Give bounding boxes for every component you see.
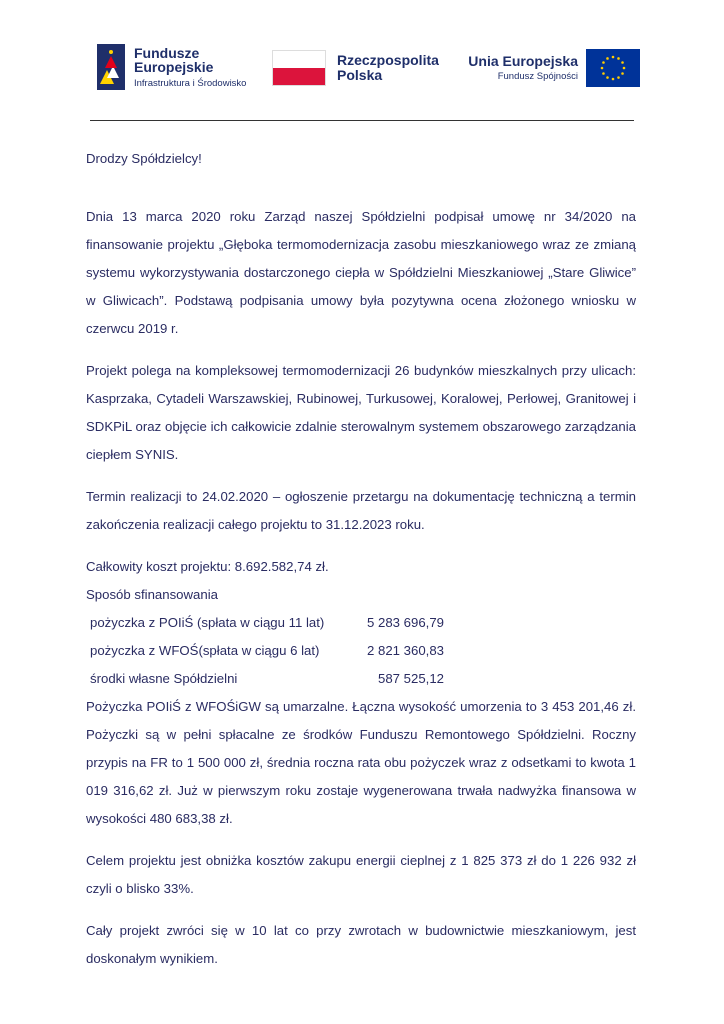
- eu-star-icon: [617, 76, 620, 79]
- page-header: [0, 40, 724, 100]
- eu-star-icon: [621, 61, 624, 64]
- paragraph-agreement: Dnia 13 marca 2020 roku Zarząd naszej Spółdzielni podpisał umowę nr 34/2020 na finansowanie projektu „Głęboka termomodernizacja zasobu mieszkaniowego wraz ze zmianą systemu wykorzystywania dostarczonego ciepła w Spółdzielni Mieszkaniowej „Stare Gliwice” w Gliwicach”. Podstawą podpisania umowy była pozytywna ocena złożonego wniosku w czerwcu 2019 r.: [86, 209, 636, 336]
- eu-star-icon: [602, 72, 605, 75]
- funding-value: 587 525,12: [377, 671, 444, 686]
- eu-star-icon: [621, 72, 624, 75]
- rp-logo-text: [337, 53, 439, 83]
- rp-line2: Polska: [337, 67, 383, 83]
- paragraph-goal: Celem projektu jest obniżka kosztów zakupu energii cieplnej z 1 825 373 zł do 1 226 932 zł czyli o blisko 33%.: [86, 853, 636, 896]
- paragraph-scope: Projekt polega na kompleksowej termomodernizacji 26 budynków mieszkalnych przy ulicach: Kasprzaka, Cytadeli Warszawskiej, Rubinowej, Turkusowej, Koralowej, Perłowej, Granitowej i SDKPiL oraz objęcie ich całkowicie zdalnie sterowalnym systemem obszarowego zarządzania ciepłem SYNIS.: [86, 363, 636, 462]
- funding-label: pożyczka z WFOŚ(spłata w ciągu 6 lat): [90, 643, 320, 658]
- rp-line1: Rzeczpospolita: [337, 52, 439, 68]
- eu-star-icon: [612, 78, 615, 81]
- paragraph-summary: Cały projekt zwróci się w 10 lat co przy zwrotach w budownictwie mieszkaniowym, jest doskonałym wynikiem.: [86, 923, 636, 966]
- fe-subtitle: Infrastruktura i Środowisko: [134, 78, 247, 89]
- funding-row: [90, 637, 636, 665]
- polish-flag-icon: [272, 50, 326, 86]
- funding-value: 2 821 360,83: [366, 643, 444, 658]
- eu-star-icon: [606, 57, 609, 60]
- fundusze-europejskie-logo-icon: [97, 44, 125, 90]
- ue-logo-text: [462, 54, 578, 84]
- eu-star-icon: [606, 76, 609, 79]
- greeting: Drodzy Spółdzielcy!: [86, 151, 202, 166]
- funding-row: [90, 609, 636, 637]
- funding-list: [90, 609, 636, 693]
- fe-title-line1: Fundusze: [134, 45, 200, 61]
- fe-logo-text: [134, 46, 246, 91]
- letter-body: [86, 145, 636, 973]
- eu-star-icon: [612, 56, 615, 59]
- ue-title: Unia Europejska: [468, 53, 578, 69]
- paragraph-loans: Pożyczka POIiŚ z WFOŚiGW są umarzalne. Łączna wysokość umorzenia to 3 453 201,46 zł. Pożyczki są w pełni spłacalne ze środków Funduszu Remontowego Spółdzielni. Roczny przypis na FR to 1 500 000 zł, średnia roczna rata obu pożyczek wraz z odsetkami to kwota 1 019 316,62 zł. Już w pierwszym roku zostaje wygenerowana trwała nadwyżka finansowa w wysokości 480 683,38 zł.: [86, 699, 636, 826]
- funding-row: [90, 665, 636, 693]
- paragraph-schedule: Termin realizacji to 24.02.2020 – ogłoszenie przetargu na dokumentację techniczną a termin zakończenia realizacji całego projektu to 31.12.2023 roku.: [86, 489, 636, 532]
- fe-title-line2: Europejskie: [134, 59, 214, 75]
- eu-star-icon: [602, 61, 605, 64]
- funding-title: Sposób sfinansowania: [86, 587, 218, 602]
- funding-value: 5 283 696,79: [366, 615, 444, 630]
- total-cost: Całkowity koszt projektu: 8.692.582,74 zł.: [86, 559, 329, 574]
- eu-star-icon: [601, 67, 604, 70]
- header-divider: [90, 120, 634, 121]
- funding-label: środki własne Spółdzielni: [90, 671, 238, 686]
- eu-flag-icon: [586, 49, 640, 87]
- eu-star-icon: [617, 57, 620, 60]
- eu-star-icon: [623, 67, 626, 70]
- funding-label: pożyczka z POIiŚ (spłata w ciągu 11 lat): [90, 615, 325, 630]
- ue-subtitle: Fundusz Spójności: [497, 71, 578, 82]
